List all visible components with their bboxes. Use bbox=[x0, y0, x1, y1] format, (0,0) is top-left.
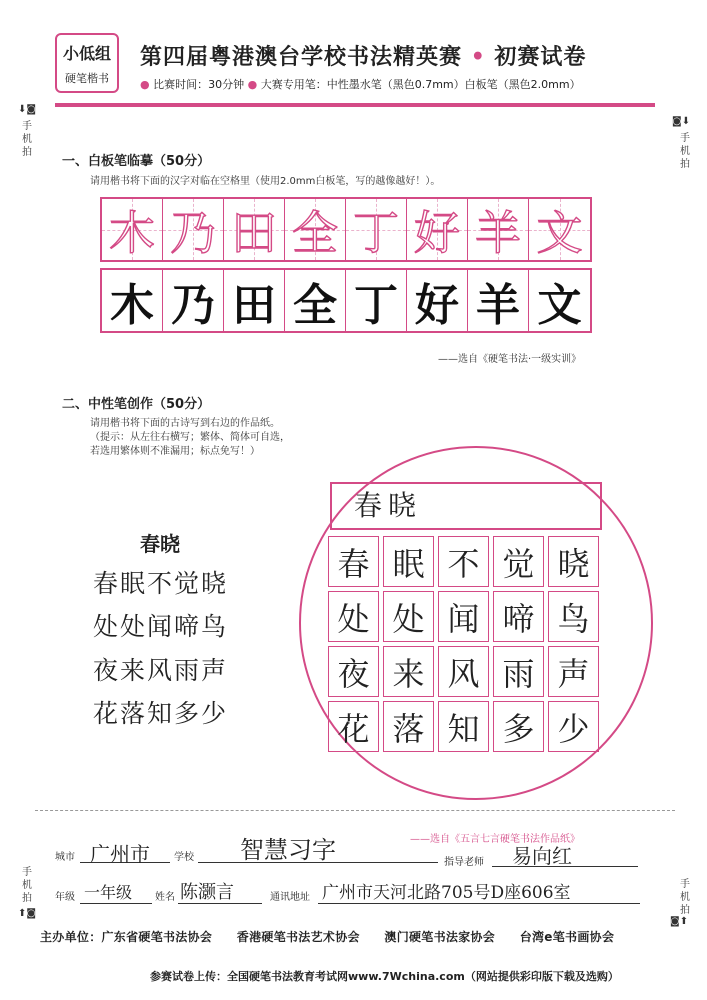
model-char: 乃 bbox=[170, 205, 216, 260]
model-char: 田 bbox=[231, 205, 277, 260]
bullet-icon: • bbox=[470, 44, 486, 70]
written-char: 全 bbox=[293, 279, 337, 331]
practice-cell[interactable] bbox=[468, 270, 529, 331]
work-cell[interactable]: 处 bbox=[383, 591, 434, 642]
work-grid bbox=[328, 536, 604, 756]
work-cell[interactable]: 花 bbox=[328, 701, 379, 752]
address-field[interactable]: 广州市天河北路705号D座606室 bbox=[322, 883, 571, 903]
school-label: 学校 bbox=[174, 852, 194, 863]
poem-line: 花落知多少 bbox=[93, 699, 229, 728]
work-cell[interactable]: 处 bbox=[328, 591, 379, 642]
practice-cell[interactable] bbox=[163, 270, 224, 331]
written-char: 乃 bbox=[171, 279, 215, 331]
exam-meta bbox=[140, 76, 581, 92]
side-label-top-right: 手机拍 bbox=[680, 133, 690, 170]
exam-time: 比赛时间：30分钟 bbox=[153, 78, 245, 91]
instruction-line: 若选用繁体则不准漏用；标点免写！） bbox=[90, 446, 260, 457]
group-name: 小低组 bbox=[62, 44, 111, 63]
practice-cell[interactable] bbox=[224, 270, 285, 331]
written-char: 文 bbox=[537, 279, 582, 331]
page-title bbox=[140, 40, 586, 71]
section1-source: ——选自《硬笔书法·一级实训》 bbox=[438, 354, 582, 365]
model-char: 木 bbox=[109, 205, 155, 260]
work-cell[interactable]: 夜 bbox=[328, 646, 379, 697]
school-field[interactable]: 智慧习字 bbox=[240, 836, 336, 864]
title-main: 第四届粤港澳台学校书法精英赛 bbox=[140, 44, 463, 70]
practice-cell[interactable] bbox=[407, 270, 468, 331]
practice-cell[interactable] bbox=[529, 270, 590, 331]
section2-heading: 二、中性笔创作（50分） bbox=[62, 397, 211, 412]
model-cell bbox=[407, 199, 468, 260]
work-row bbox=[328, 646, 604, 697]
section1-heading: 一、白板笔临摹（50分） bbox=[62, 154, 211, 169]
group-subtitle: 硬笔楷书 bbox=[65, 72, 109, 85]
work-cell[interactable]: 春 bbox=[328, 536, 379, 587]
bullet-icon: ● bbox=[140, 78, 150, 91]
poem-line: 处处闻啼鸟 bbox=[93, 612, 229, 641]
work-cell[interactable]: 鸟 bbox=[548, 591, 599, 642]
work-cell[interactable]: 知 bbox=[438, 701, 489, 752]
work-cell[interactable]: 觉 bbox=[493, 536, 544, 587]
header-rule bbox=[55, 103, 655, 107]
poem-line: 夜来风雨声 bbox=[93, 656, 229, 685]
practice-cell[interactable] bbox=[102, 270, 163, 331]
work-cell[interactable]: 闻 bbox=[438, 591, 489, 642]
title-suffix: 初赛试卷 bbox=[494, 44, 587, 70]
side-label-bottom-right: 手机拍 bbox=[680, 879, 690, 916]
bullet-icon: ● bbox=[247, 78, 258, 91]
model-cell bbox=[529, 199, 590, 260]
name-label: 姓名 bbox=[155, 892, 175, 903]
model-cell bbox=[468, 199, 529, 260]
name-field[interactable]: 陈灏言 bbox=[180, 882, 234, 903]
model-char: 丁 bbox=[353, 205, 399, 260]
practice-cell[interactable] bbox=[346, 270, 407, 331]
written-char: 羊 bbox=[476, 279, 520, 331]
model-cell bbox=[102, 199, 163, 260]
work-cell[interactable]: 啼 bbox=[493, 591, 544, 642]
grade-field[interactable]: 一年级 bbox=[84, 883, 133, 902]
teacher-field[interactable]: 易向红 bbox=[512, 844, 572, 868]
work-row bbox=[328, 536, 604, 587]
practice-cell[interactable] bbox=[285, 270, 346, 331]
model-char: 羊 bbox=[475, 205, 521, 260]
practice-char-row bbox=[100, 268, 592, 333]
work-row bbox=[328, 591, 604, 642]
camera-icon: ◙⬇ bbox=[672, 116, 691, 127]
address-label: 通讯地址 bbox=[270, 892, 310, 903]
written-char: 好 bbox=[415, 279, 459, 331]
section2-source: ——选自《五言七言硬笔书法作品纸》 bbox=[410, 834, 580, 845]
model-cell bbox=[163, 199, 224, 260]
work-cell[interactable]: 晓 bbox=[548, 536, 599, 587]
work-title-box[interactable]: 春晓 bbox=[330, 482, 602, 530]
exam-pen: 大赛专用笔：中性墨水笔（黑色0.7mm）白板笔（黑色2.0mm） bbox=[260, 78, 581, 91]
written-char: 田 bbox=[232, 279, 276, 331]
side-label-bottom-left: 手机拍 bbox=[22, 867, 32, 904]
camera-icon: ◙⬆ bbox=[670, 916, 689, 927]
model-cell bbox=[224, 199, 285, 260]
model-cell bbox=[285, 199, 346, 260]
camera-icon: ⬆◙ bbox=[18, 908, 37, 919]
work-cell[interactable]: 眠 bbox=[383, 536, 434, 587]
section2-instruction bbox=[90, 417, 290, 459]
side-label-top-left: 手机拍 bbox=[22, 121, 32, 158]
work-cell[interactable]: 声 bbox=[548, 646, 599, 697]
section1-instruction: 请用楷书将下面的汉字对临在空格里（使用2.0mm白板笔，写的越像越好！）。 bbox=[90, 176, 441, 187]
grade-underline bbox=[80, 903, 152, 904]
poem-line: 春眠不觉晓 bbox=[93, 569, 229, 598]
camera-icon: ⬇◙ bbox=[18, 104, 37, 115]
instruction-line: （提示：从左往右横写；繁体、简体可自选， bbox=[90, 432, 290, 443]
work-cell[interactable]: 风 bbox=[438, 646, 489, 697]
model-char: 文 bbox=[536, 205, 583, 260]
instruction-line: 请用楷书将下面的古诗写到右边的作品纸。 bbox=[90, 418, 280, 429]
poem-title: 春晓 bbox=[140, 532, 180, 556]
grade-label: 年级 bbox=[55, 892, 75, 903]
work-cell[interactable]: 落 bbox=[383, 701, 434, 752]
written-char: 丁 bbox=[354, 279, 398, 331]
organizers: 主办单位：广东省硬笔书法协会 香港硬笔书法艺术协会 澳门硬笔书法家协会 台湾e笔书画协会 bbox=[40, 930, 615, 944]
work-cell[interactable]: 少 bbox=[548, 701, 599, 752]
teacher-label: 指导老师 bbox=[444, 857, 484, 868]
model-char-row bbox=[100, 197, 592, 262]
city-label: 城市 bbox=[55, 852, 75, 863]
work-cell[interactable]: 不 bbox=[438, 536, 489, 587]
city-field[interactable]: 广州市 bbox=[90, 842, 150, 866]
work-cell[interactable]: 来 bbox=[383, 646, 434, 697]
model-cell bbox=[346, 199, 407, 260]
work-cell[interactable]: 雨 bbox=[493, 646, 544, 697]
work-row bbox=[328, 701, 604, 752]
group-badge bbox=[55, 33, 119, 93]
upload-notice: 参赛试卷上传：全国硬笔书法教育考试网www.7Wchina.com（网站提供彩印版下载及选购） bbox=[150, 970, 619, 983]
work-cell[interactable]: 多 bbox=[493, 701, 544, 752]
model-char: 全 bbox=[292, 205, 338, 260]
address-underline bbox=[318, 903, 640, 904]
cut-line bbox=[35, 810, 675, 811]
model-char: 好 bbox=[414, 205, 460, 260]
written-char: 木 bbox=[110, 279, 154, 331]
